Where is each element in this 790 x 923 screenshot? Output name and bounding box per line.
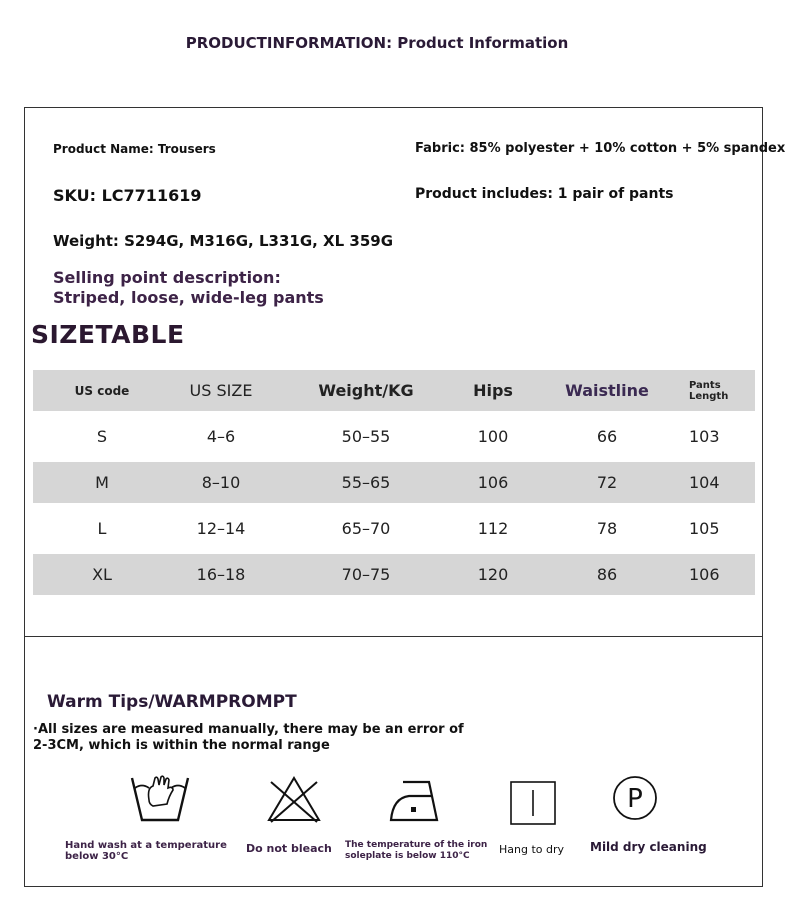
iron-label <box>345 840 487 862</box>
header-hips: Hips <box>473 381 513 400</box>
cell-waistline: 86 <box>596 565 618 584</box>
cell-waistline: 78 <box>596 519 618 538</box>
table-row <box>33 462 755 503</box>
table-row <box>33 554 755 595</box>
iron-label-line-2: soleplate is below 110°C <box>345 851 470 861</box>
cell-weight: 70–75 <box>341 565 391 584</box>
no-bleach-label: Do not bleach <box>246 842 332 855</box>
iron-icon <box>387 774 443 826</box>
cell-us-code: L <box>97 519 107 538</box>
cell-hips: 120 <box>477 565 509 584</box>
cell-hips: 100 <box>477 427 509 446</box>
selling-point-title: Selling point description: <box>53 268 281 287</box>
cell-waistline: 72 <box>596 473 618 492</box>
hand-wash-label-line-2: below 30°C <box>65 851 129 862</box>
warm-tips-text <box>33 722 473 754</box>
header-waistline: Waistline <box>565 381 649 400</box>
header-us-code: US code <box>74 383 130 398</box>
size-table <box>33 370 755 595</box>
header-pants-length: Pants Length <box>689 379 729 402</box>
hang-dry-label: Hang to dry <box>499 843 565 856</box>
selling-point <box>53 268 324 308</box>
selling-point-text: Striped, loose, wide-leg pants <box>53 288 324 307</box>
header-us-size: US SIZE <box>189 381 253 400</box>
table-row <box>33 508 755 549</box>
cell-pants-length: 105 <box>689 519 720 538</box>
fabric: Fabric: 85% polyester + 10% cotton + 5% spandex <box>415 141 786 156</box>
cell-us-size: 16–18 <box>196 565 246 584</box>
warm-tips-line-1: ·All sizes are measured manually, there may be an error of <box>33 722 464 737</box>
cell-hips: 112 <box>477 519 509 538</box>
cell-weight: 55–65 <box>341 473 391 492</box>
hand-wash-label-line-1: Hand wash at a temperature <box>65 840 227 851</box>
iron-label-line-1: The temperature of the iron <box>345 840 488 850</box>
cell-pants-length: 103 <box>689 427 720 446</box>
header-title: PRODUCTINFORMATION: Product Information <box>185 34 569 52</box>
cell-pants-length: 106 <box>689 565 720 584</box>
header-weight: Weight/KG <box>318 381 414 400</box>
section-divider <box>25 636 762 637</box>
cell-us-code: M <box>95 473 109 492</box>
product-info-box <box>24 107 786 887</box>
warm-tips-title: Warm Tips/WARMPROMPT <box>47 692 297 712</box>
weight: Weight: S294G, M316G, L331G, XL 359G <box>53 232 394 250</box>
product-name: Product Name: Trousers <box>53 142 216 156</box>
cell-us-code: S <box>96 427 108 446</box>
cell-pants-length: 104 <box>689 473 720 492</box>
cell-us-size: 8–10 <box>201 473 241 492</box>
hand-wash-label <box>65 840 227 862</box>
table-header-row <box>33 370 755 411</box>
hang-dry-icon <box>509 780 557 826</box>
cell-hips: 106 <box>477 473 509 492</box>
dry-clean-label: Mild dry cleaning <box>590 840 707 854</box>
cell-waistline: 66 <box>596 427 618 446</box>
cell-us-size: 12–14 <box>196 519 246 538</box>
table-row <box>33 416 755 457</box>
size-table-title: SIZETABLE <box>31 320 185 349</box>
cell-weight: 65–70 <box>341 519 391 538</box>
no-bleach-icon <box>265 774 323 826</box>
cell-us-size: 4–6 <box>206 427 236 446</box>
product-includes: Product includes: 1 pair of pants <box>415 186 674 202</box>
sku: SKU: LC7711619 <box>53 186 202 205</box>
dry-clean-symbol: P <box>627 784 643 814</box>
warm-tips-line-2: 2-3CM, which is within the normal range <box>33 738 330 753</box>
cell-us-code: XL <box>92 565 112 584</box>
cell-weight: 50–55 <box>341 427 391 446</box>
hand-wash-icon <box>129 774 191 826</box>
dry-clean-icon <box>611 774 659 822</box>
